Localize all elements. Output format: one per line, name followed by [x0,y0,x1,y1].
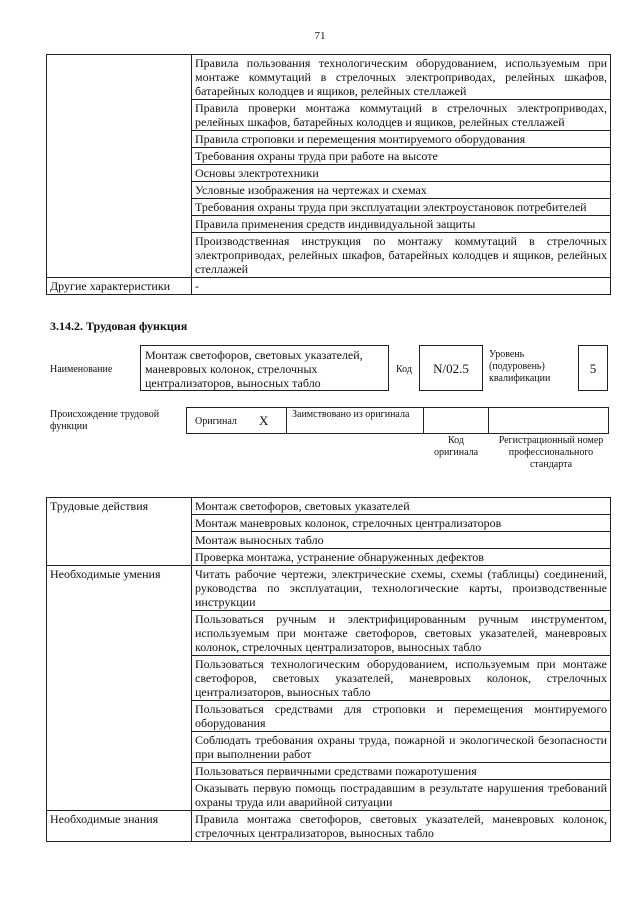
table-cell: Проверка монтажа, устранение обнаруженных дефектов [192,549,611,566]
table-cell: Основы электротехники [192,165,611,182]
table-cell: Правила проверки монтажа коммутаций в стрелочных электроприводах, релейных шкафов, батарейных колодцев и ящиков, релейных стеллажей [192,100,611,131]
level-label: Уровень (подуровень) квалификации [489,349,551,384]
reg-number-box [488,407,609,434]
level-value: 5 [578,345,608,391]
table-cell: Оказывать первую помощь пострадавшим в результате нарушения требований охраны труда или аварийной ситуации [192,780,611,811]
table-cell: Пользоваться средствами для строповки и перемещения монтируемого оборудования [192,701,611,732]
table-cell: Монтаж маневровых колонок, стрелочных централизаторов [192,515,611,532]
code-original-caption: Код оригинала [433,435,479,458]
original-box [186,407,287,434]
table-cell: Правила применения средств индивидуальной защиты [192,216,611,233]
borrowed-box [286,407,424,434]
required-knowledge-label: Необходимые знания [47,811,192,842]
table-cell: Правила монтажа светофоров, световых указателей, маневровых колонок, стрелочных централизаторов, выносных табло [192,811,611,842]
table-cell: Пользоваться первичными средствами пожаротушения [192,763,611,780]
section-title: 3.14.2. Трудовая функция [50,319,188,333]
origin-label: Происхождение трудовой функции [50,409,160,432]
table-cell: Правила пользования технологическим оборудованием, используемым при монтаже коммутаций в стрелочных электроприводах, релейных шкафов, батарейных колодцев и ящиков, релейных стеллажей [192,55,611,100]
table-cell: Условные изображения на чертежах и схемах [192,182,611,199]
table-row [47,811,611,842]
table-cell: Пользоваться технологическим оборудованием, используемым при монтаже светофоров, световых указателей, маневровых колонок, стрелочных централизаторов, выносных табло [192,656,611,701]
table-cell: Правила строповки и перемещения монтируемого оборудования [192,131,611,148]
code-original-box [423,407,489,434]
original-mark: X [259,413,269,428]
name-label: Наименование [50,364,113,375]
table-cell: Соблюдать требования охраны труда, пожарной и экологической безопасности при выполнении работ [192,732,611,763]
table-cell: Монтаж выносных табло [192,532,611,549]
reg-number-caption: Регистрационный номер профессионального стандарта [498,435,604,470]
table-cell-empty [47,55,192,278]
required-skills-label: Необходимые умения [47,566,192,811]
labor-actions-label: Трудовые действия [47,498,192,566]
table-cell: Требования охраны труда при эксплуатации электроустановок потребителей [192,199,611,216]
other-characteristics-value: - [192,278,611,295]
name-value: Монтаж светофоров, световых указателей, маневровых колонок, стрелочных централизаторов, выносных табло [140,345,389,391]
page-number: 71 [314,30,326,42]
table-row [47,55,611,100]
code-label: Код [396,364,412,375]
original-label: Оригинал [195,416,237,427]
labor-function-table [46,497,611,842]
table-cell: Производственная инструкция по монтажу коммутаций в стрелочных электроприводах, релейных шкафов, батарейных колодцев и ящиков, релейных стеллажей [192,233,611,278]
table-cell: Читать рабочие чертежи, электрические схемы, схемы (таблицы) соединений, руководства по эксплуатации, технологические карты, производственные инструкции [192,566,611,611]
table-row [47,498,611,515]
table-row [47,566,611,611]
other-characteristics-label: Другие характеристики [47,278,192,295]
borrowed-label: Заимствовано из оригинала [292,409,410,420]
knowledge-continuation-table [46,54,611,295]
code-value: N/02.5 [419,345,483,391]
table-cell: Пользоваться ручным и электрифицированным ручным инструментом, используемым при монтаже светофоров, световых указателей, маневровых колонок, стрелочных централизаторов, выносных табло [192,611,611,656]
table-cell: Требования охраны труда при работе на высоте [192,148,611,165]
table-cell: Монтаж светофоров, световых указателей [192,498,611,515]
table-row [47,278,611,295]
